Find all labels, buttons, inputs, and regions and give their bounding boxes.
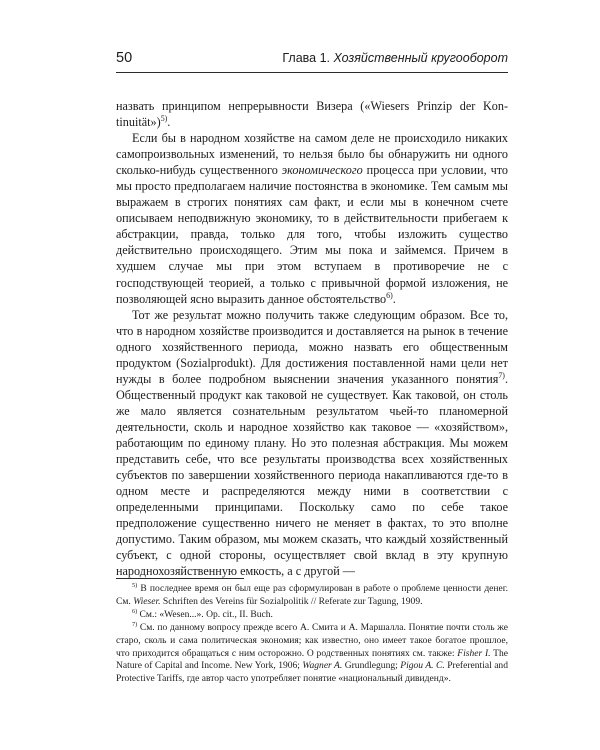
footnote-6: [116, 609, 508, 622]
chapter-title: [282, 51, 508, 65]
footnote-number: 7): [132, 620, 138, 628]
footnote-number: 5): [132, 581, 138, 589]
author-name: Fisher I.: [457, 647, 491, 659]
author-name: Pigou A. C.: [400, 660, 445, 672]
author-name: Wagner A.: [302, 660, 343, 672]
text-run: назвать принципом непрерывности Визера («Wiesers Prinzip der Kontinuität»): [116, 99, 508, 130]
footnotes: [116, 583, 508, 686]
footnote-rule: [116, 578, 244, 579]
header-rule: [116, 72, 508, 73]
page-number: 50: [116, 50, 133, 66]
paragraph-3: [116, 307, 508, 580]
text-run: Schriften des Vereins für Sozialpolitik // Referate zur Tagung, 1909.: [160, 595, 423, 607]
chapter-label: Глава 1.: [282, 51, 331, 65]
text-run: См. по данному вопросу прежде всего А. Смита и А. Маршалла. Понятие почти столь же старо, сколь и сама политическая экономия; как известно, оно имеет такое богатое прошлое, что приходится обращаться с ним осторожно. О родственных понятиях см. также:: [116, 621, 508, 659]
text-run: . Общественный продукт как таковой не существует. Как таковой, он столь же мало является сознательным результатом чьей-то планомерной деятельности, сколь и народное хозяйство как таковое — «хозяйством», работающим по единому плану. Но это полезная абстракция. Мы можем представить себе, что все результаты производства всех хозяйственных субъектов по завершении хозяйственного периода накапливаются где-то в одном месте и распределяются между ними в соответствии с определенными принципами. Поскольку само по себе такое предположение существенно ничего не меняет в фактах, то это вполне допустимо. Таким образом, мы можем сказать, что каждый хозяйственный субъект, с одной стороны, осуществляет свой вклад в эту крупную народнохозяйственную емкость, а с другой —: [116, 371, 508, 579]
text-run: Preferential and Protective Tariffs, где автор часто употребляет понятие «национальный дивиденд».: [116, 660, 508, 685]
footnote-number: 6): [132, 607, 138, 615]
main-text: [116, 98, 508, 579]
text-run: .: [392, 291, 396, 306]
author-name: Wieser.: [133, 595, 161, 607]
footnote-ref-7: 7): [498, 370, 505, 380]
paragraph-2: [116, 130, 508, 307]
text-run: См.: «Wesen...». Op. cit., II. Buch.: [137, 608, 273, 620]
text-run: Тот же результат можно получить также следующим образом. Все то, что в народном хозяйстве производится и доставляется на рынок в течение одного хозяйственного периода, можно назвать его общественным продуктом (Sozialprodukt). Для достижения поставленной нами цели нет нужды в более подробном выяснении значения указанного понятия: [116, 307, 508, 386]
footnote-ref-5: 5): [160, 113, 168, 123]
text-run: .: [167, 115, 171, 130]
text-run: The Nature of Capital and Income. New York, 1906;: [116, 647, 508, 672]
emphasis: экономического: [281, 163, 363, 178]
text-run: процесса при условии, что мы просто предполагаем наличие постоянства в экономике. Тем самым мы выражаем в строгих понятиях сам факт, и если мы в конечном счете описываем неподвижную экономику, то в действительности прибегаем к абстракции, правда, только для того, чтобы изложить существо действительно происходящего. Этим мы пока и займемся. Причем в худшем случае мы при этом вступаем в противоречие не с господствующей теорией, а только с привычной формой изложения, не позволяющей ясно выразить данное обстоятельство: [116, 163, 508, 306]
text-run: Если бы в народном хозяйстве на самом деле не происходило никаких самопроизвольных изменений, то нельзя было бы обнаружить ни одного сколько-нибудь существенного: [116, 131, 508, 178]
footnote-7: [116, 622, 508, 687]
text-run: В последнее время он был еще раз сформулирован в работе о проблеме ценности денег. См.: [116, 583, 508, 607]
running-head: [116, 50, 508, 66]
footnote-ref-6: 6): [386, 290, 393, 300]
paragraph-1: [116, 98, 508, 130]
footnote-5: [116, 583, 508, 609]
chapter-name: Хозяйственный кругооборот: [333, 51, 508, 65]
text-run: Grundlegung;: [342, 660, 401, 672]
